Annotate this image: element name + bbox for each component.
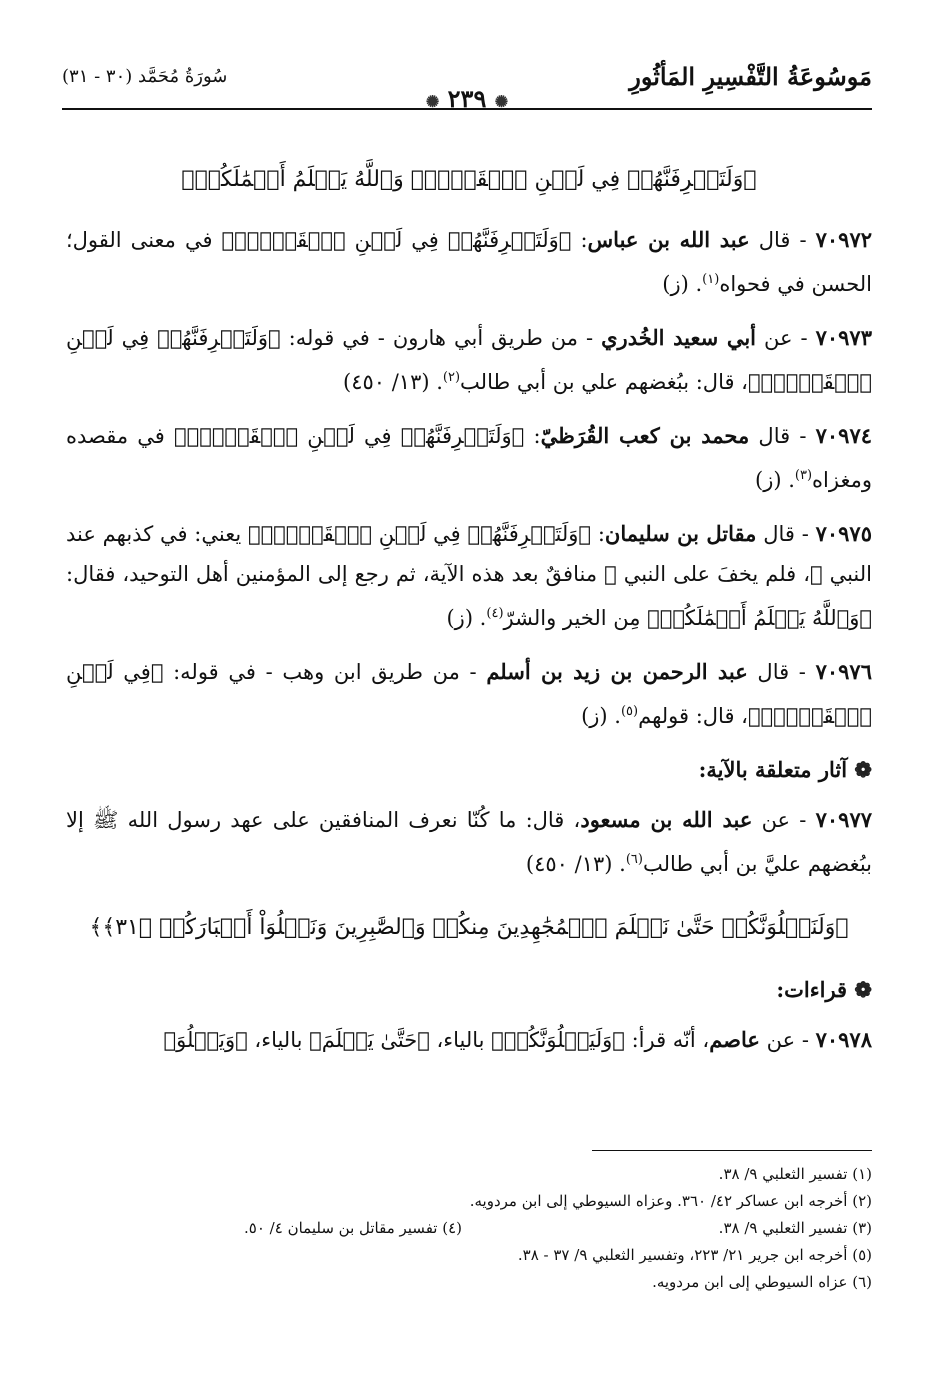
narrator-name: محمد بن كعب القُرَظيّ <box>540 423 750 448</box>
footnotes <box>66 1150 872 1296</box>
footnote-ref: (٤) <box>486 606 504 621</box>
entry-intro: - عن <box>759 1028 816 1052</box>
footnote-4: (٤) تفسير مقاتل بن سليمان ٤/ ٥٠. <box>244 1219 462 1237</box>
entry-number: ٧٠٩٧٥ <box>815 521 872 546</box>
section-title: قراءات: <box>776 977 848 1002</box>
entry-text: - من طريق ابن وهب - في قوله: ﴿فِي لَحۡنِ ٱلۡقَوۡلِۚ﴾، قال: قولهم <box>66 660 872 728</box>
entry-tail: . (١٣/ ٤٥٠) <box>525 852 626 876</box>
narrator-name: مقاتل بن سليمان <box>604 521 757 546</box>
ayah-heading: ﴿وَلَتَعۡرِفَنَّهُمۡ فِي لَحۡنِ ٱلۡقَوۡلِۚ وَٱللَّهُ يَعۡلَمُ أَعۡمَٰلَكُمۡ﴾ <box>181 167 757 192</box>
entry-tail: . (ز) <box>446 606 487 630</box>
entry-70977 <box>66 800 872 884</box>
surah-reference: سُورَةُ مُحَمَّد (٣٠ - ٣١) <box>62 66 228 87</box>
entry-70975 <box>66 514 872 638</box>
page-header <box>62 62 872 116</box>
section-heading-qiraat <box>66 970 872 1010</box>
footnote-ref: (١) <box>702 272 720 287</box>
footnote-ref: (٢) <box>442 370 461 385</box>
footnote-ref: (٣) <box>794 468 813 483</box>
entry-number: ٧٠٩٧٢ <box>815 227 873 252</box>
entry-70973 <box>66 318 872 402</box>
entry-text: : ﴿وَلَتَعۡرِفَنَّهُمۡ فِي لَحۡنِ ٱلۡقَوۡلِۚ﴾ في مقصده ومغزاه <box>66 424 872 492</box>
narrator-name: عاصم <box>709 1027 760 1052</box>
footnote-rule <box>592 1150 872 1151</box>
ornament-left-icon: ✺ <box>425 92 440 111</box>
entry-70978 <box>66 1020 872 1060</box>
footnote-1: (١) تفسير الثعلبي ٩/ ٣٨. <box>718 1165 872 1183</box>
footnote-3: (٣) تفسير الثعلبي ٩/ ٣٨. <box>718 1219 872 1237</box>
ornament-right-icon: ✺ <box>494 92 509 111</box>
entry-70974 <box>66 416 872 500</box>
ayah-heading-31: ﴿وَلَنَبۡلُوَنَّكُمۡ حَتَّىٰ نَعۡلَمَ ٱلۡمُجَٰهِدِينَ مِنكُمۡ وَٱلصَّٰبِرِينَ وَنَبۡلُوَاْ أَخۡبَارَكُمۡ ﴿٣١﴾﴾ <box>89 915 849 940</box>
entry-intro: - قال <box>749 424 816 448</box>
footnote-6: (٦) عزاه السيوطي إلى ابن مردويه. <box>652 1273 872 1291</box>
entry-intro: - قال <box>747 660 816 684</box>
section-heading-athar <box>66 750 872 790</box>
header-rule <box>62 108 872 110</box>
footnote-5: (٥) أخرجه ابن جرير ٢١/ ٢٢٣، وتفسير الثعلبي ٩/ ٣٧ - ٣٨. <box>517 1246 872 1264</box>
entry-70976 <box>66 652 872 736</box>
narrator-name: عبد الرحمن بن زيد بن أسلم <box>486 659 748 684</box>
footnote-2: (٢) أخرجه ابن عساكر ٤٢/ ٣٦٠. وعزاه السيوطي إلى ابن مردويه. <box>469 1192 872 1210</box>
entry-text: - من طريق أبي هارون - في قوله: ﴿وَلَتَعۡرِفَنَّهُمۡ فِي لَحۡنِ ٱلۡقَوۡلِۚ﴾، قال: ببُغضهم علي بن أبي طالب <box>66 326 872 394</box>
entry-number: ٧٠٩٧٧ <box>815 807 873 832</box>
entry-intro: - قال <box>756 522 816 546</box>
page-number: ٢٣٩ <box>447 84 487 113</box>
narrator-name: عبد الله بن مسعود <box>580 807 753 832</box>
entry-tail: . (ز) <box>581 704 621 728</box>
entry-text: ، قال: ما كُنّا نعرف المنافقين على عهد رسول الله ﷺ إلا ببُغضهم عليَّ بن أبي طالب <box>66 808 872 876</box>
footnote-ref: (٥) <box>620 704 639 719</box>
entry-tail: . (١٣/ ٤٥٠) <box>342 370 443 394</box>
entry-intro: - عن <box>752 808 816 832</box>
flower-ornament-icon: ❁ <box>854 757 872 782</box>
entry-number: ٧٠٩٧٦ <box>815 659 872 684</box>
entry-intro: - قال <box>749 228 816 252</box>
entry-tail: . (ز) <box>662 272 703 296</box>
footnote-row-3-4 <box>66 1215 872 1242</box>
entry-text: ، أنّه قرأ: ﴿وَلَيَبۡلُوَنَّكُمۡ﴾ بالياء، ﴿حَتَّىٰ يَعۡلَمَ﴾ بالياء، ﴿وَيَبۡلُوَ﴾ <box>163 1028 710 1052</box>
narrator-name: عبد الله بن عباس <box>587 227 750 252</box>
entry-70972 <box>66 220 872 304</box>
footnote-ref: (٦) <box>625 852 643 867</box>
book-title: مَوسُوعَةُ التَّفْسِيرِ المَأثُورِ <box>629 62 872 91</box>
entry-tail: . (ز) <box>755 468 795 492</box>
flower-ornament-icon: ❁ <box>854 977 872 1002</box>
entry-number: ٧٠٩٧٣ <box>815 325 872 350</box>
entry-text: : ﴿وَلَتَعۡرِفَنَّهُمۡ فِي لَحۡنِ ٱلۡقَوۡلِۚ﴾ في معنى القول؛ الحسن في فحواه <box>66 228 872 296</box>
entry-intro: - عن <box>756 326 816 350</box>
entry-text: : ﴿وَلَتَعۡرِفَنَّهُمۡ فِي لَحۡنِ ٱلۡقَوۡلِۚ﴾ يعني: في كذبهم عند النبي ﷺ، فلم يخفَ على النبي ﷺ منافقٌ بعد هذه الآية، ثم رجع إلى المؤمنين أهل التوحيد، فقال: ﴿وَٱللَّهُ يَعۡلَمُ أَعۡمَٰلَكُمۡ﴾ مِن الخير والشرّ <box>66 522 872 630</box>
narrator-name: أبي سعيد الخُدري <box>601 325 757 350</box>
section-title: آثار متعلقة بالآية: <box>698 757 848 782</box>
entry-number: ٧٠٩٧٨ <box>815 1027 872 1052</box>
entry-number: ٧٠٩٧٤ <box>815 423 873 448</box>
page-body <box>66 160 872 1074</box>
